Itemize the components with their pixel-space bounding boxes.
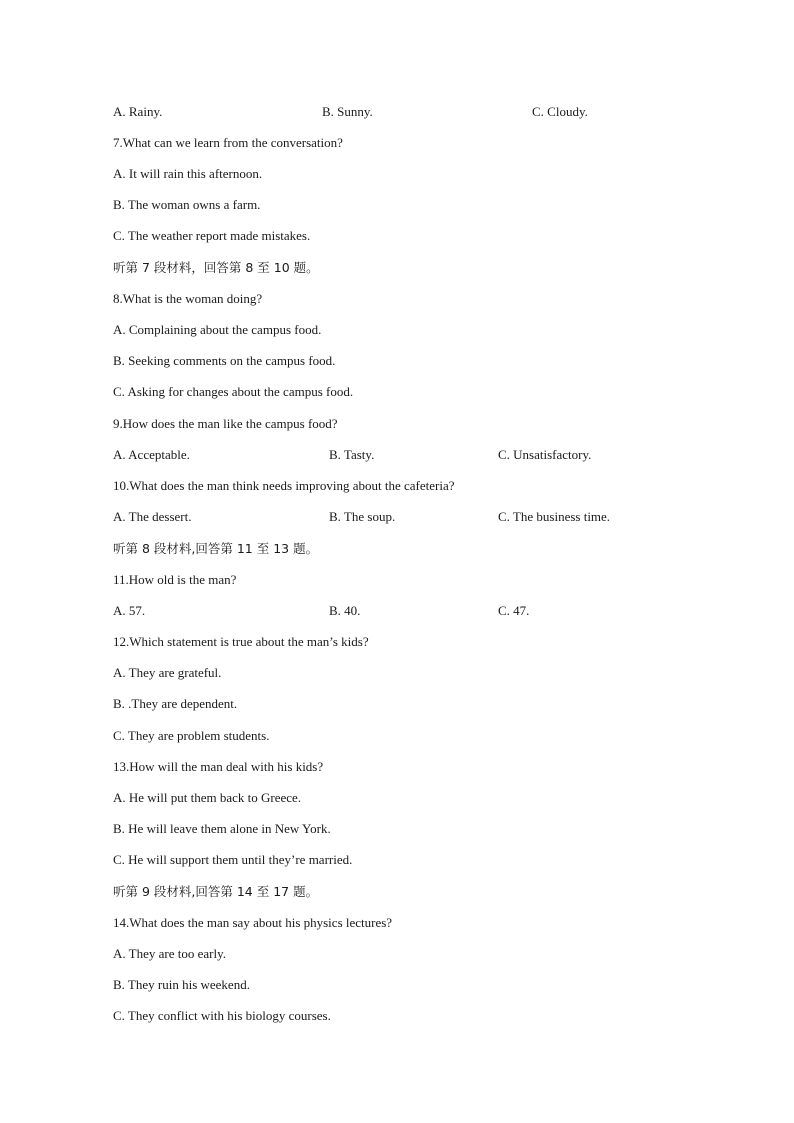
q14-question: 14.What does the man say about his physics lectures? xyxy=(113,915,393,930)
q13-option-a: A. He will put them back to Greece. xyxy=(113,790,302,805)
q8-option-b: B. Seeking comments on the campus food. xyxy=(113,353,336,368)
q11-question: 11.How old is the man? xyxy=(113,572,237,587)
q8-option-c: C. Asking for changes about the campus food. xyxy=(113,384,354,399)
section9-instruction: 听第 9 段材料,回答第 14 至 17 题。 xyxy=(113,884,319,899)
q11-option-a: A. 57. xyxy=(113,603,146,618)
q11-option-c: C. 47. xyxy=(498,603,530,618)
section8-instruction: 听第 8 段材料,回答第 11 至 13 题。 xyxy=(113,541,319,556)
q10-question: 10.What does the man think needs improving about the cafeteria? xyxy=(113,478,455,493)
q6-option-c: C. Cloudy. xyxy=(532,104,588,119)
q13-question: 13.How will the man deal with his kids? xyxy=(113,759,324,774)
section7-instruction: 听第 7 段材料，回答第 8 至 10 题。 xyxy=(113,260,319,275)
q10-option-a: A. The dessert. xyxy=(113,509,192,524)
q14-option-c: C. They conflict with his biology courses. xyxy=(113,1008,331,1023)
q12-question: 12.Which statement is true about the man’s kids? xyxy=(113,634,369,649)
q9-question: 9.How does the man like the campus food? xyxy=(113,416,338,431)
q10-option-c: C. The business time. xyxy=(498,509,611,524)
q7-option-a: A. It will rain this afternoon. xyxy=(113,166,263,181)
q7-question: 7.What can we learn from the conversation? xyxy=(113,135,343,150)
q8-option-a: A. Complaining about the campus food. xyxy=(113,322,322,337)
q14-option-a: A. They are too early. xyxy=(113,946,226,961)
q13-option-c: C. He will support them until they’re married. xyxy=(113,852,353,867)
q11-option-b: B. 40. xyxy=(329,603,361,618)
q7-option-c: C. The weather report made mistakes. xyxy=(113,228,311,243)
q12-option-b: B. .They are dependent. xyxy=(113,696,238,711)
q9-option-a: A. Acceptable. xyxy=(113,447,190,462)
q10-option-b: B. The soup. xyxy=(329,509,396,524)
q9-option-b: B. Tasty. xyxy=(329,447,375,462)
q8-question: 8.What is the woman doing? xyxy=(113,291,263,306)
q7-option-b: B. The woman owns a farm. xyxy=(113,197,261,212)
q6-option-b: B. Sunny. xyxy=(322,104,373,119)
q14-option-b: B. They ruin his weekend. xyxy=(113,977,250,992)
q6-option-a: A. Rainy. xyxy=(113,104,163,119)
q12-option-a: A. They are grateful. xyxy=(113,665,222,680)
q13-option-b: B. He will leave them alone in New York. xyxy=(113,821,331,836)
q9-option-c: C. Unsatisfactory. xyxy=(498,447,592,462)
q12-option-c: C. They are problem students. xyxy=(113,728,270,743)
